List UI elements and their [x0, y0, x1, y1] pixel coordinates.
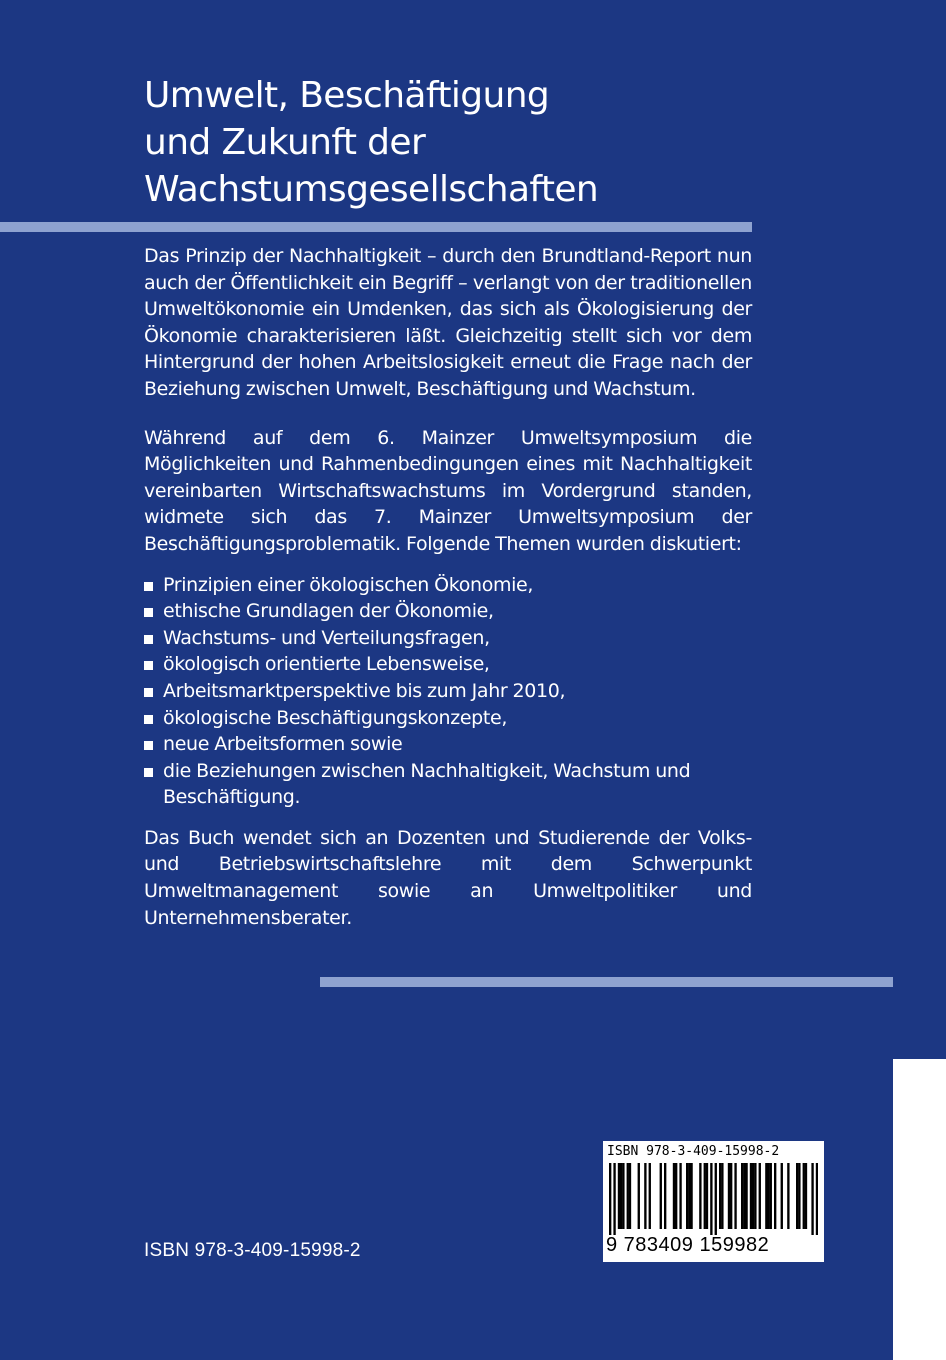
blurb-paragraph-2: Während auf dem 6. Mainzer Umweltsymposium die Möglichkeiten und Rahmenbedingungen eines mit Nachhaltigkeit vereinbarten Wirtschaftswachstums im Vordergrund standen, widmete sich das 7. Mainzer Umweltsymposium der Beschäftigungsproblematik. Folgende Themen wurden diskutiert:	[144, 426, 752, 555]
white-edge-tab	[893, 1059, 946, 1360]
barcode-bar	[613, 1163, 615, 1235]
bullet-square-icon	[144, 688, 153, 697]
title-line: Wachstumsgesellschaften	[144, 169, 599, 210]
barcode-bar	[750, 1163, 752, 1229]
barcode-bar	[765, 1163, 767, 1229]
barcode-bar	[721, 1163, 723, 1229]
barcode-bar	[743, 1163, 745, 1229]
book-title	[144, 72, 844, 213]
topic-text: ethische Grundlagen der Ökonomie,	[163, 600, 494, 623]
bullet-square-icon	[144, 768, 153, 777]
barcode-bar	[719, 1163, 721, 1229]
barcode-bar	[770, 1163, 772, 1229]
list-item	[144, 651, 752, 678]
barcode-bar	[660, 1163, 662, 1229]
list-item	[144, 572, 752, 599]
topic-text: ökologische Beschäftigungskonzepte,	[163, 706, 508, 729]
barcode-bars-icon	[609, 1163, 818, 1235]
barcode-bar	[688, 1163, 690, 1229]
barcode-bar	[686, 1163, 688, 1229]
barcode-bar	[618, 1163, 620, 1229]
barcode-bar	[805, 1163, 807, 1229]
barcode-bar	[759, 1163, 761, 1229]
barcode-bar	[798, 1163, 800, 1229]
barcode-bar	[699, 1163, 701, 1229]
bullet-square-icon	[144, 661, 153, 670]
barcode-bar	[728, 1163, 730, 1229]
barcode-bar	[644, 1163, 646, 1229]
barcode-bar	[816, 1163, 818, 1235]
topic-text: neue Arbeitsformen sowie	[163, 733, 403, 756]
barcode-bar	[774, 1163, 776, 1229]
barcode-bar	[638, 1163, 640, 1229]
barcode-bar	[664, 1163, 666, 1229]
barcode-bar	[767, 1163, 769, 1229]
blurb-paragraph-3: Das Buch wendet sich an Dozenten und Studierende der Volks- und Betriebswirtschaftslehre mit dem Schwerpunkt Umweltmanagement sowie an Umweltpolitiker und Unternehmensberater.	[144, 826, 752, 929]
title-line: Umwelt, Beschäftigung	[144, 75, 550, 116]
barcode-bar	[745, 1163, 747, 1229]
barcode-bar	[715, 1163, 717, 1235]
topic-text: Wachstums- und Verteilungsfragen,	[163, 626, 490, 649]
barcode-bar	[752, 1163, 754, 1229]
barcode-bar	[629, 1163, 631, 1229]
barcode-bar	[620, 1163, 622, 1229]
list-item	[144, 731, 752, 758]
barcode-bar	[781, 1163, 783, 1229]
isbn-text: ISBN 978-3-409-15998-2	[144, 1240, 361, 1261]
topic-text: Arbeitsmarktperspektive bis zum Jahr 2010,	[163, 679, 566, 702]
topic-text: ökologisch orientierte Lebensweise,	[163, 653, 490, 676]
barcode-bar	[741, 1163, 743, 1229]
barcode-bar	[609, 1163, 611, 1235]
blurb	[144, 243, 752, 931]
barcode-bar	[796, 1163, 798, 1229]
barcode-digits: 9 783409 159982	[606, 1234, 770, 1256]
blurb-paragraph-1: Das Prinzip der Nachhaltigkeit – durch den Brundtland-Report nun auch der Öffentlichkeit ein Begriff – verlangt von der traditionellen Umweltökonomie ein Umdenken, das sich als Ökologisierung der Ökonomie charakterisieren läßt. Gleichzeitig stellt sich vor dem Hintergrund der hohen Arbeitslosigkeit erneut die Frage nach der Beziehung zwischen Umwelt, Beschäftigung und Wachstum.	[144, 245, 752, 400]
topic-list	[144, 572, 752, 811]
barcode-bar	[649, 1163, 651, 1229]
barcode-bar	[622, 1163, 624, 1229]
barcode-bar	[673, 1163, 675, 1229]
barcode-bar	[754, 1163, 756, 1229]
bullet-square-icon	[144, 715, 153, 724]
barcode-bar	[690, 1163, 692, 1229]
barcode-isbn-label: ISBN 978-3-409-15998-2	[607, 1144, 780, 1159]
list-item	[144, 678, 752, 705]
barcode-bar	[675, 1163, 677, 1229]
topic-text: die Beziehungen zwischen Nachhaltigkeit, Wachstum und Beschäftigung.	[163, 759, 691, 809]
barcode	[603, 1141, 824, 1262]
bullet-square-icon	[144, 741, 153, 750]
topic-text: Prinzipien einer ökologischen Ökonomie,	[163, 573, 534, 596]
barcode-bar	[704, 1163, 706, 1229]
list-item	[144, 758, 752, 811]
bullet-square-icon	[144, 608, 153, 617]
decorative-rule-bottom	[320, 977, 893, 987]
list-item	[144, 598, 752, 625]
list-item	[144, 625, 752, 652]
barcode-bar	[710, 1163, 712, 1235]
barcode-bar	[803, 1163, 805, 1229]
barcode-bar	[811, 1163, 813, 1235]
barcode-bar	[734, 1163, 736, 1229]
barcode-bar	[679, 1163, 681, 1229]
barcode-bar	[787, 1163, 789, 1229]
title-line: und Zukunft der	[144, 122, 426, 163]
barcode-bar	[627, 1163, 629, 1229]
barcode-bar	[730, 1163, 732, 1229]
bullet-square-icon	[144, 582, 153, 591]
bullet-square-icon	[144, 635, 153, 644]
decorative-rule-top	[0, 222, 752, 232]
list-item	[144, 705, 752, 732]
barcode-bar	[706, 1163, 708, 1229]
